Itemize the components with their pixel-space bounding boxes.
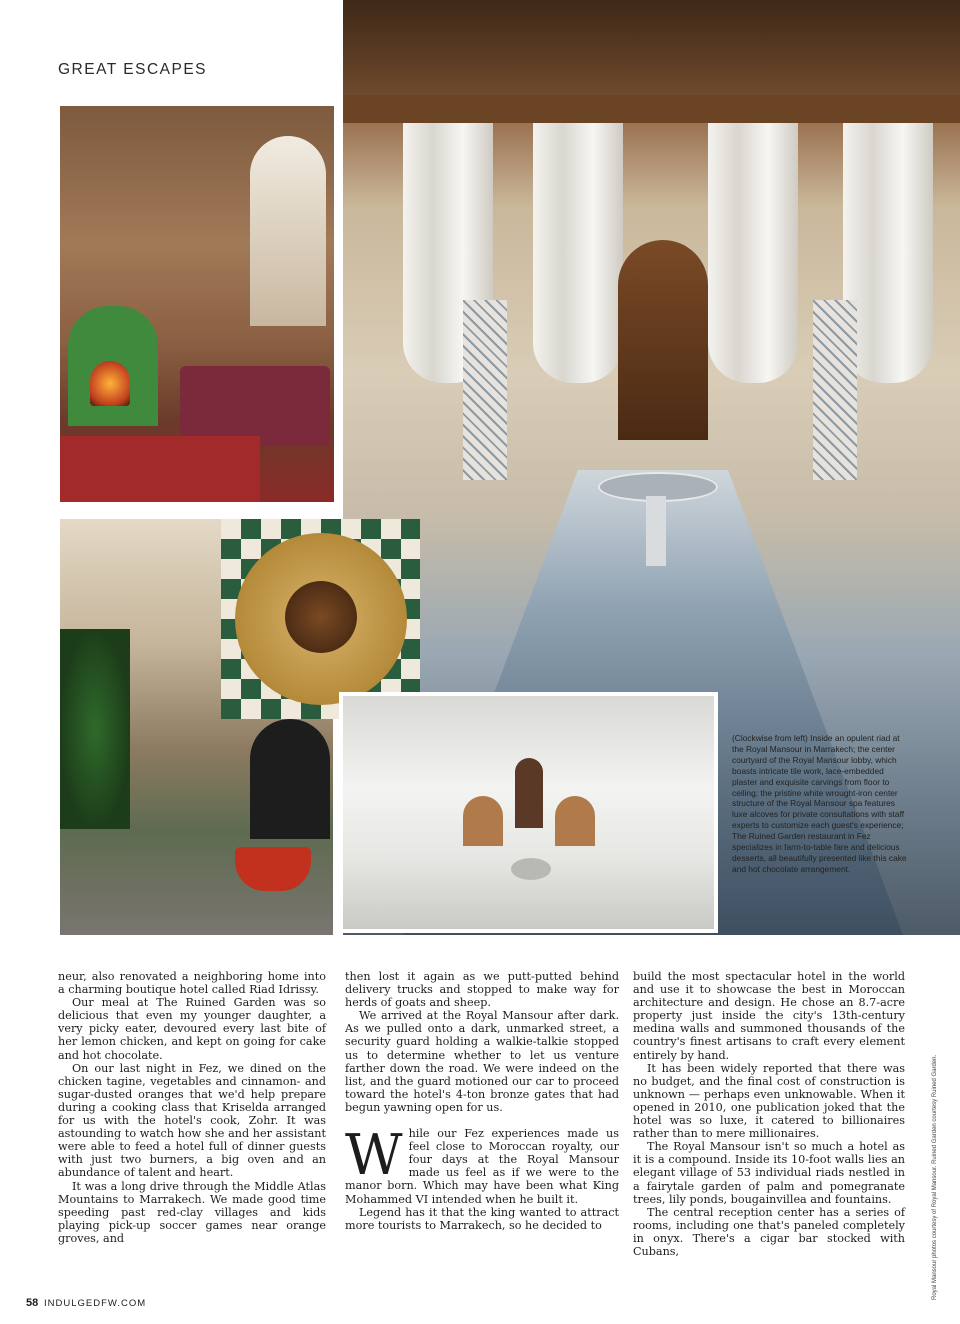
riad-interior-photo — [60, 106, 334, 502]
site-url: INDULGEDFW.COM — [44, 1298, 147, 1309]
paragraph: then lost it again as we putt-putted behind delivery trucks and stopped to make way for herds of goats and sheep. — [345, 970, 619, 1010]
paragraph: The Royal Mansour isn't so much a hotel as it is a compound. Inside its 10-foot walls lies an elegant village of 53 individual riads nestled in a fairytale garden of palm and pomegranate trees, lily ponds, bougainvillea and fountains. — [633, 1140, 905, 1206]
paragraph: The central reception center has a series of rooms, including one that's paneled completely in onyx. There's a cigar bar stocked with Cubans, — [633, 1205, 905, 1258]
spa-photo — [339, 692, 718, 933]
article-column-3 — [633, 970, 905, 1258]
section-label: GREAT ESCAPES — [58, 61, 207, 78]
paragraph: build the most spectacular hotel in the world and use it to showcase the best in Moroccan architecture and design. He chose an 8.7-acre property just inside the city's 13th-century medina walls and summoned thousands of the country's finest artisans to craft every element entirely by hand. — [633, 970, 905, 1062]
article-column-1 — [58, 970, 326, 1245]
dropcap-paragraph — [345, 1123, 619, 1206]
dessert-photo — [221, 519, 420, 719]
dropcap: W — [345, 1123, 403, 1189]
paragraph: It was a long drive through the Middle Atlas Mountains to Marrakech. We made good time speeding past red-clay villages and kids playing pick-up soccer games near orange groves, and — [58, 1179, 326, 1245]
article-column-2 — [345, 970, 619, 1232]
paragraph: It has been widely reported that there was no budget, and the final cost of construction is unknown — perhaps even unknowable. When it opened in 2010, one publication joked that the hotel was so luxe, it catered to billionaires rather than to mere millionaires. — [633, 1061, 905, 1141]
paragraph: We arrived at the Royal Mansour after dark. As we pulled onto a dark, unmarked street, a security guard holding a walkie-talkie stopped us to determine whether to let us venture farther down the road. We were indeed on the list, and the guard motioned our car to proceed toward the hotel's 4-ton bronze gates that had begun yawning open for us. — [345, 1009, 619, 1114]
photo-credit: Royal Mansour photos courtesy of Royal Mansour. Ruined Garden courtesy Ruined Garden. — [932, 1054, 938, 1300]
paragraph: Our meal at The Ruined Garden was so delicious that even my younger daughter, a very picky eater, devoured every last bite of her lemon chicken, and kept on going for cake and hot chocolate. — [58, 996, 326, 1062]
paragraph: Legend has it that the king wanted to attract more tourists to Marrakech, so he decided to — [345, 1205, 619, 1232]
paragraph: neur, also renovated a neighboring home into a charming boutique hotel called Riad Idrissy. — [58, 970, 326, 997]
photo-caption: (Clockwise from left) Inside an opulent riad at the Royal Mansour in Marrakech; the center courtyard of the Royal Mansour lobby, which boasts intricate tile work, lace-embedded plaster and exquisite carvings from floor to ceiling; the pristine white wrought-iron center structure of the Royal Mansour spa features luxe alcoves for private consultations with staff experts to customize each guest's experience; The Ruined Garden restaurant in Fez specializes in farm-to-table fare and delicious desserts, all beautifully presented like this cake and hot chocolate arrangement. — [732, 733, 907, 874]
page-number: 58 — [26, 1297, 39, 1309]
dropcap-paragraph-text: hile our Fez experiences made us feel close to Moroccan royalty, our four days at the Royal Mansour made us feel as if we were to the manor born. Which may have been what King Mohammed VI intended when he built it. — [345, 1127, 619, 1206]
paragraph: On our last night in Fez, we dined on the chicken tagine, vegetables and cinnamon- and sugar-dusted oranges that we'd help prepare during a cooking class that Kriselda arranged for us with the hotel's cook, Zohr. It was astounding to watch how she and her assistant were able to feed a hotel full of dinner guests with just two burners, a big oven and an abundance of talent and heart. — [58, 1061, 326, 1180]
